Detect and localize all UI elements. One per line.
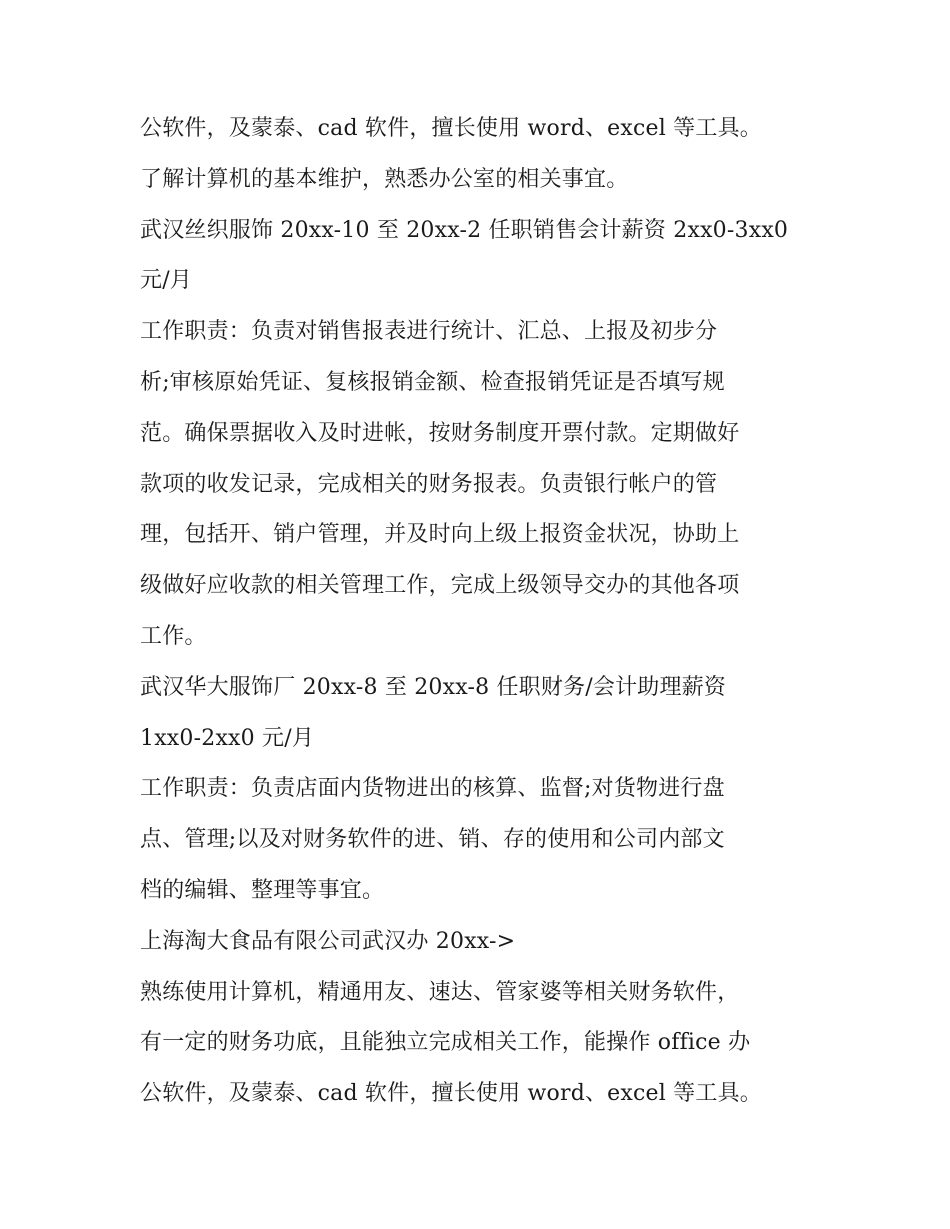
text-line: 档的编辑、整理等事宜。 — [140, 877, 385, 903]
text-line: 级做好应收款的相关管理工作，完成上级领导交办的其他各项 — [140, 573, 740, 599]
text-line: 1xx0-2xx0 元/月 — [140, 725, 315, 751]
text-line: 工作。 — [140, 623, 207, 649]
text-line: 点、管理;以及对财务软件的进、销、存的使用和公司内部文 — [140, 827, 725, 853]
text-line: 工作职责：负责店面内货物进出的核算、监督;对货物进行盘 — [140, 776, 725, 802]
text-line: 元/月 — [140, 268, 193, 294]
text-line: 熟练使用计算机，精通用友、速达、管家婆等相关财务软件， — [140, 979, 740, 1005]
text-line: 了解计算机的基本维护，熟悉办公室的相关事宜。 — [140, 166, 629, 192]
text-line: 款项的收发记录，完成相关的财务报表。负责银行帐户的管 — [140, 471, 718, 497]
text-line: 理，包括开、销户管理，并及时向上级上报资金状况，协助上 — [140, 522, 740, 548]
text-line: 武汉丝织服饰 20xx-10 至 20xx-2 任职销售会计薪资 2xx0-3xx0 — [140, 217, 789, 243]
text-line: 工作职责：负责对销售报表进行统计、汇总、上报及初步分 — [140, 319, 718, 345]
text-line: 析;审核原始凭证、复核报销金额、检查报销凭证是否填写规 — [140, 369, 725, 395]
text-line: 上海淘大食品有限公司武汉办 20xx-> — [140, 928, 516, 954]
text-line: 范。确保票据收入及时进帐，按财务制度开票付款。定期做好 — [140, 420, 740, 446]
document-body — [140, 104, 820, 1120]
text-line: 武汉华大服饰厂 20xx-8 至 20xx-8 任职财务/会计助理薪资 — [140, 674, 727, 700]
text-line: 公软件，及蒙泰、cad 软件，擅长使用 word、excel 等工具。 — [140, 1081, 762, 1107]
text-line: 公软件，及蒙泰、cad 软件，擅长使用 word、excel 等工具。 — [140, 116, 762, 141]
text-line: 有一定的财务功底，且能独立完成相关工作，能操作 office 办 — [140, 1030, 751, 1056]
